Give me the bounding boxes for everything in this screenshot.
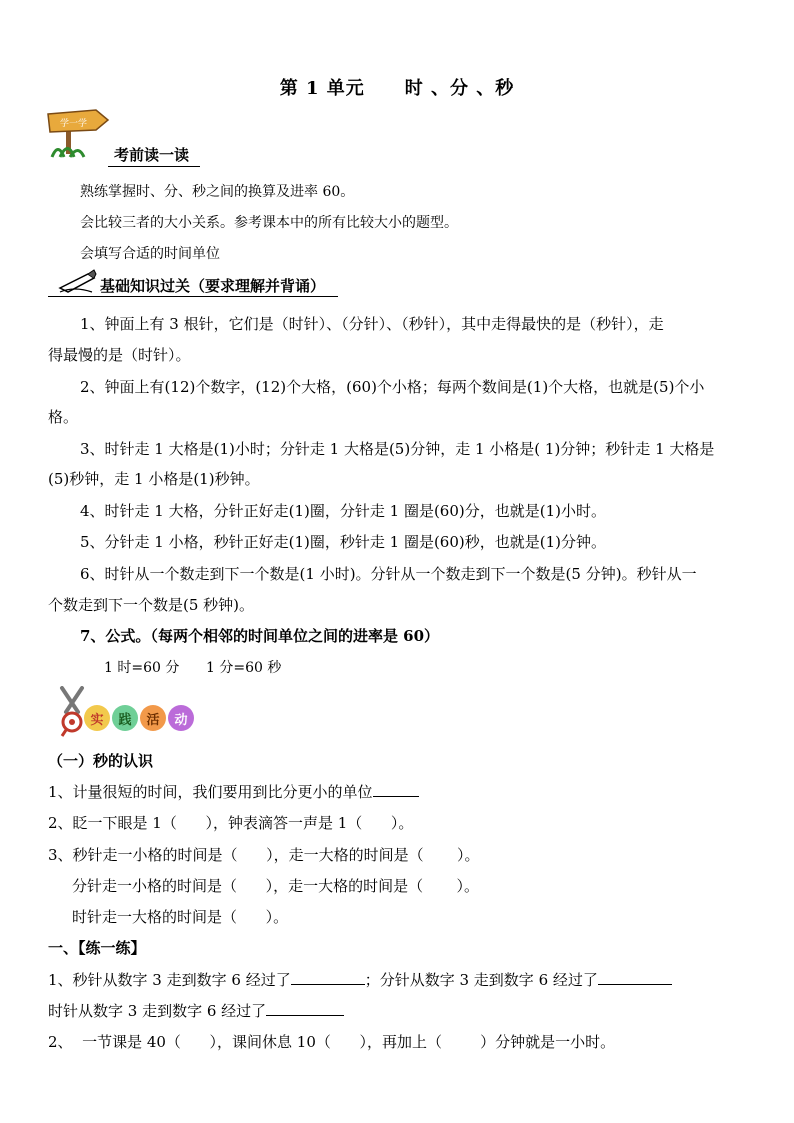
title-unit: 第 1 单元 (279, 78, 365, 99)
seconds-q2: 2、眨一下眼是 1（ ），钟表滴答一声是 1（ ）。 (48, 814, 414, 832)
signpost-label: 学一学 (60, 119, 88, 129)
preview-heading (114, 144, 189, 165)
answer-blank[interactable] (598, 970, 672, 985)
preview-underline (108, 166, 200, 167)
answer-blank[interactable] (291, 970, 365, 985)
basics-heading: 基础知识过关（要求理解并背诵） (100, 277, 326, 295)
basics-underline (48, 296, 338, 297)
basics-p5: 5、分针走 1 小格，秒针正好走(1)圈，秒针走 1 圈是(60)秒，也就是(1)分钟。 (80, 533, 606, 551)
basics-p6a: 6、时针从一个数走到下一个数是(1 小时)。分针从一个数走到下一个数是(5 分钟)。秒针从一 (80, 565, 697, 583)
activity-badge (84, 705, 194, 735)
practice-p1c: 时针从数字 3 走到数字 6 经过了 (48, 1002, 267, 1020)
answer-blank[interactable] (373, 782, 419, 797)
preview-line-3: 会填写合适的时间单位 (80, 246, 220, 262)
basics-p1b: 得最慢的是（时针）。 (48, 346, 191, 364)
basics-p3a: 3、时针走 1 大格是(1)小时；分针走 1 大格是(5)分钟，走 1 小格是( 1)分钟；秒针走 1 大格是 (80, 440, 715, 458)
preview-heading-text: 考前读一读 (114, 146, 190, 164)
basics-formula: 1 时=60 分 1 分=60 秒 (104, 660, 282, 676)
practice-p1-line2 (48, 1000, 344, 1021)
practice-p1b: ；分针从数字 3 走到数字 6 经过了 (364, 971, 598, 989)
badge-char-2: 践 (112, 705, 138, 731)
practice-p1-line1 (48, 969, 672, 990)
basics-p6b: 个数走到下一个数是(5 秒钟)。 (48, 596, 255, 614)
page-title (0, 74, 794, 100)
seconds-q1 (48, 781, 419, 802)
basics-p2b: 格。 (48, 408, 79, 426)
preview-line-2: 会比较三者的大小关系。参考课本中的所有比较大小的题型。 (80, 215, 458, 231)
signpost-icon (46, 102, 112, 160)
practice-p1a: 1、秒针从数字 3 走到数字 6 经过了 (48, 971, 291, 989)
badge-char-3: 活 (140, 705, 166, 731)
basics-p1a: 1、钟面上有 3 根针，它们是（时针）、（分针）、（秒针），其中走得最快的是（秒针），走 (80, 315, 664, 333)
seconds-q3c: 时针走一大格的时间是（ ）。 (72, 908, 289, 926)
basics-p2a: 2、钟面上有(12)个数字，(12)个大格，(60)个小格；每两个数间是(1)个大格，也就是(5)个小 (80, 378, 705, 396)
basics-p3b: (5)秒钟，走 1 小格是(1)秒钟。 (48, 470, 260, 488)
badge-char-4: 动 (168, 705, 194, 731)
seconds-q3a: 3、秒针走一小格的时间是（ ），走一大格的时间是（ ）。 (48, 846, 480, 864)
seconds-q1-text: 1、计量很短的时间，我们要用到比分更小的单位 (48, 783, 373, 801)
answer-blank[interactable] (266, 1001, 344, 1016)
seconds-q3b: 分针走一小格的时间是（ ），走一大格的时间是（ ）。 (72, 877, 479, 895)
preview-line-1: 熟练掌握时、分、秒之间的换算及进率 60。 (80, 184, 355, 200)
badge-char-1: 实 (84, 705, 110, 731)
pen-icon (58, 268, 98, 294)
basics-formula-heading: 7、公式。（每两个相邻的时间单位之间的进率是 60） (80, 627, 440, 645)
practice-heading: 一、【练一练】 (48, 939, 146, 957)
basics-p4: 4、时针走 1 大格，分针正好走(1)圈，分针走 1 圈是(60)分，也就是(1)小时。 (80, 502, 606, 520)
seconds-heading: （一）秒的认识 (48, 752, 154, 770)
title-topic: 时 、分 、秒 (404, 78, 515, 99)
practice-p2: 2、 一节课是 40（ ），课间休息 10（ ），再加上（ ）分钟就是一小时。 (48, 1033, 616, 1051)
